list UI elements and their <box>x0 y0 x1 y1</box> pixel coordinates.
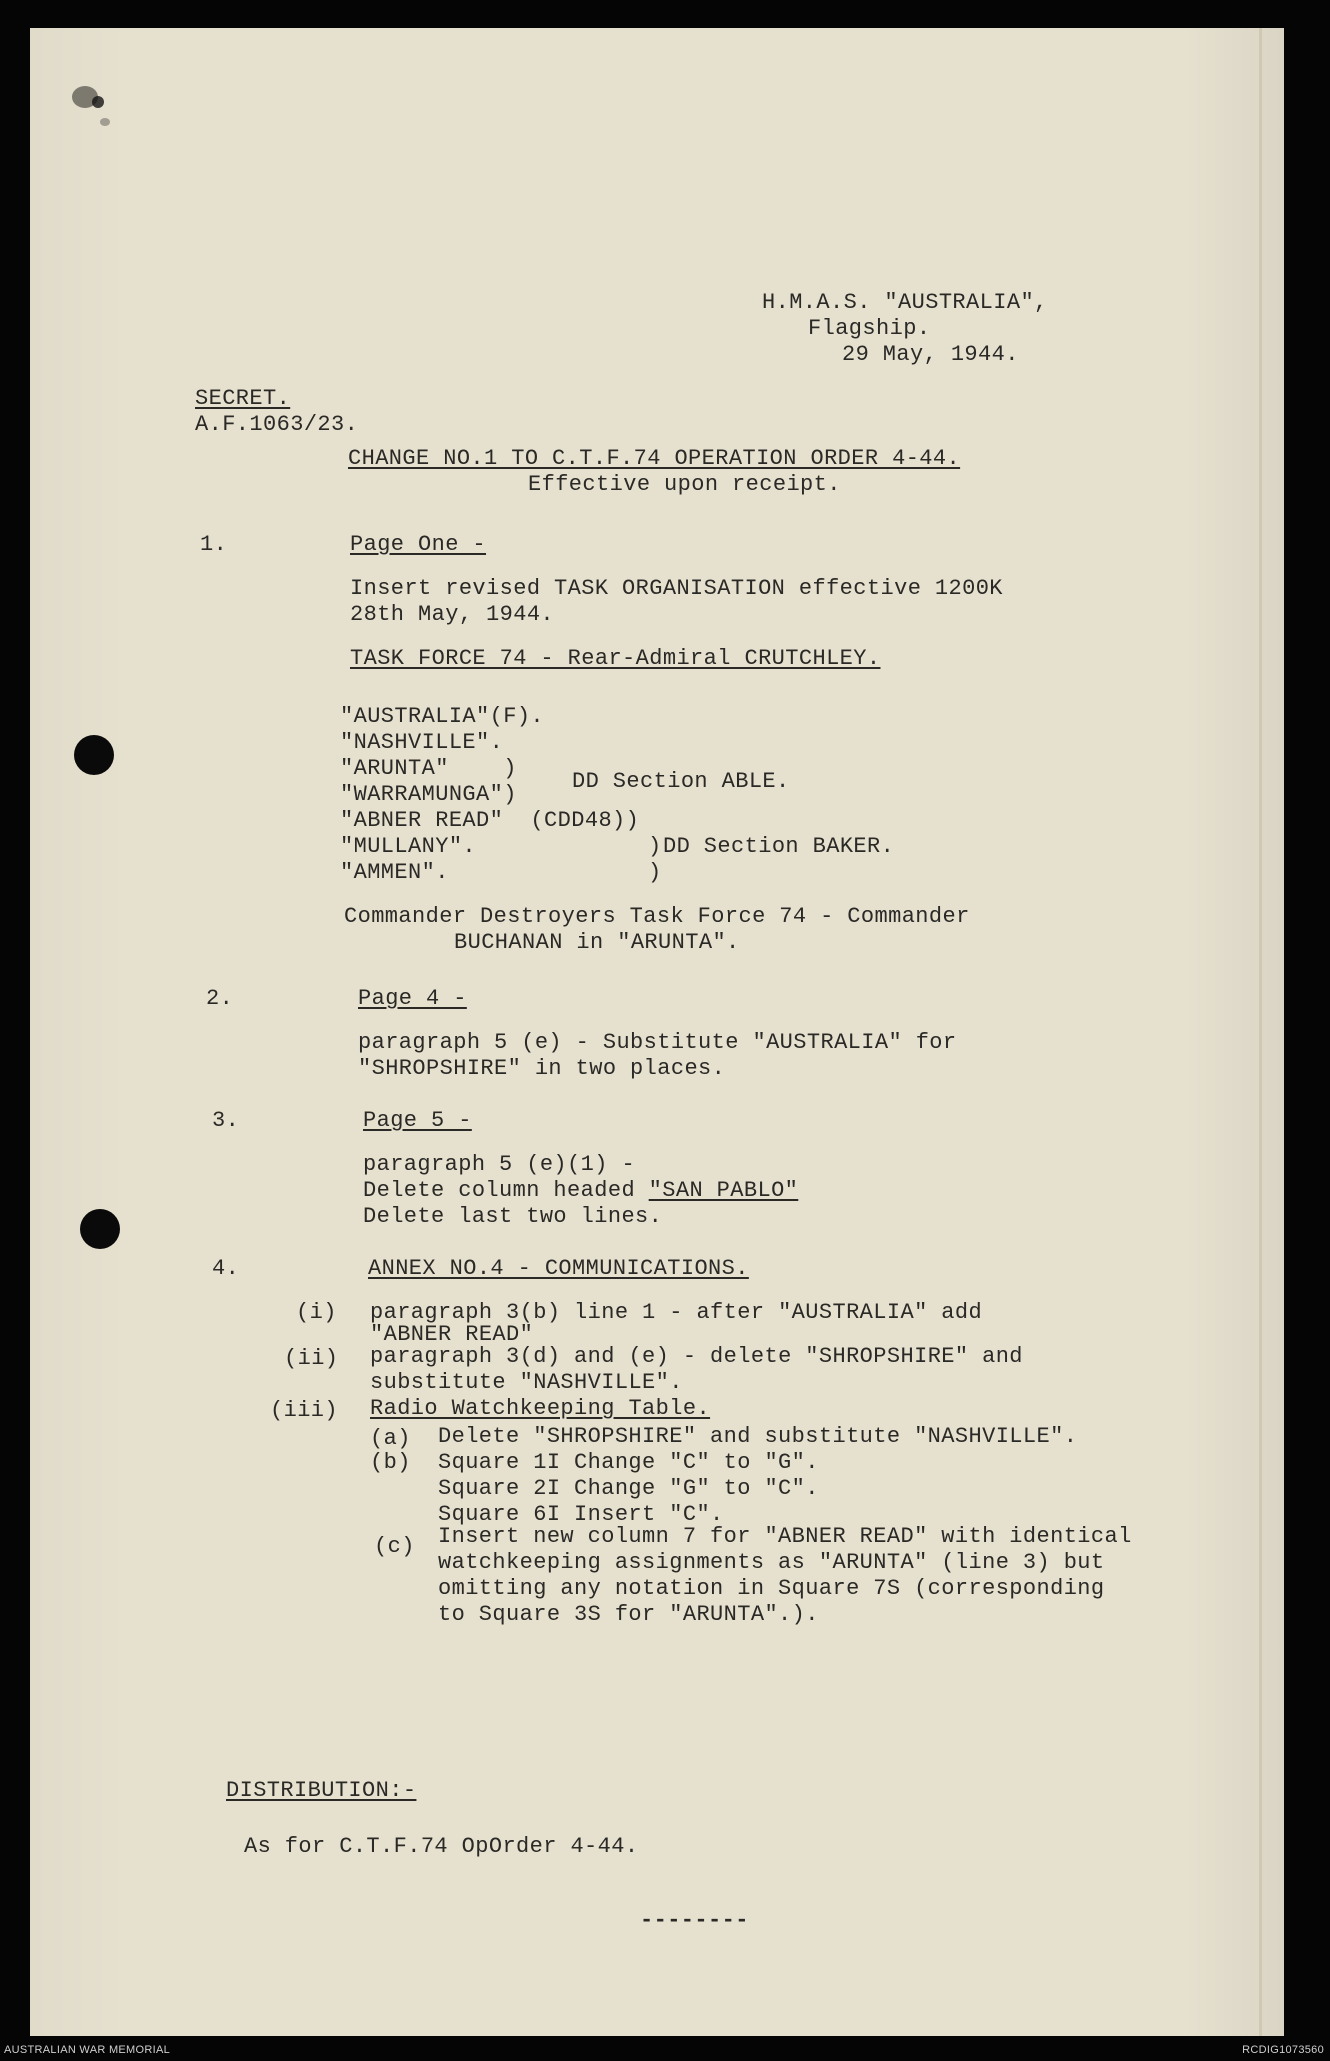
footer-record-id: RCDIG1073560 <box>1242 2044 1324 2056</box>
ink-smudge <box>100 118 110 126</box>
sub-c-line2: watchkeeping assignments as "ARUNTA" (line 3) but <box>438 1550 1105 1575</box>
reference-number: A.F.1063/23. <box>195 412 359 437</box>
ship-arunta: "ARUNTA" ) <box>340 756 517 781</box>
sub-ii-number: (ii) <box>284 1346 339 1371</box>
item-3-line2-text: Delete column headed <box>363 1178 649 1203</box>
ship-mullany: "MULLANY". <box>340 834 477 859</box>
item-2-line2: "SHROPSHIRE" in two places. <box>358 1056 726 1081</box>
sub-b-line3: Square 6I Insert "C". <box>438 1502 724 1527</box>
ship-abner-read: "ABNER READ" (CDD48)) <box>340 808 640 833</box>
ship-nashville: "NASHVILLE". <box>340 730 504 755</box>
sub-c-line1: Insert new column 7 for "ABNER READ" with identical <box>438 1524 1132 1549</box>
header-ship: H.M.A.S. "AUSTRALIA", <box>762 290 1048 315</box>
ink-smudge <box>92 96 104 108</box>
item-1-line1: Insert revised TASK ORGANISATION effective 1200K <box>350 576 1003 601</box>
distribution-text: As for C.T.F.74 OpOrder 4-44. <box>244 1834 639 1859</box>
effective-line: Effective upon receipt. <box>528 472 841 497</box>
sub-a-text: Delete "SHROPSHIRE" and substitute "NASHVILLE". <box>438 1424 1078 1449</box>
sub-b-number: (b) <box>370 1450 411 1475</box>
commander-line-2: BUCHANAN in "ARUNTA". <box>454 930 740 955</box>
sub-i-line2: "ABNER READ" <box>370 1322 534 1347</box>
sub-b-line1: Square 1I Change "C" to "G". <box>438 1450 819 1475</box>
sub-a-number: (a) <box>370 1426 411 1451</box>
ship-australia: "AUSTRALIA"(F). <box>340 704 545 729</box>
item-4-heading: ANNEX NO.4 - COMMUNICATIONS. <box>368 1256 749 1281</box>
distribution-heading: DISTRIBUTION:- <box>226 1778 417 1803</box>
item-3-heading: Page 5 - <box>363 1108 472 1133</box>
sub-ii-line1: paragraph 3(d) and (e) - delete "SHROPSHIRE" and <box>370 1344 1023 1369</box>
commander-line-1: Commander Destroyers Task Force 74 - Commander <box>344 904 970 929</box>
item-3-line3: Delete last two lines. <box>363 1204 663 1229</box>
item-3-line2 <box>363 1178 798 1204</box>
sub-b-line2: Square 2I Change "G" to "C". <box>438 1476 819 1501</box>
dd-section-able: DD Section ABLE. <box>572 769 790 794</box>
item-1-heading: Page One - <box>350 532 487 557</box>
item-number-1: 1. <box>200 532 228 557</box>
sub-ii-line2: substitute "NASHVILLE". <box>370 1370 683 1395</box>
item-3-line1: paragraph 5 (e)(1) - <box>363 1152 636 1177</box>
header-date: 29 May, 1944. <box>842 342 1019 367</box>
footer-archive-name: AUSTRALIAN WAR MEMORIAL <box>4 2044 171 2056</box>
sub-iii-number: (iii) <box>270 1398 339 1423</box>
brace-baker: ) <box>648 834 662 859</box>
radio-watchkeeping-heading: Radio Watchkeeping Table. <box>370 1396 711 1421</box>
secret-label: SECRET. <box>195 386 291 411</box>
item-number-4: 4. <box>212 1256 240 1281</box>
sub-c-number: (c) <box>374 1534 415 1559</box>
item-2-heading: Page 4 - <box>358 986 467 1011</box>
dd-section-baker: DD Section BAKER. <box>663 834 895 859</box>
sub-c-line3: omitting any notation in Square 7S (corresponding <box>438 1576 1105 1601</box>
item-1-line2: 28th May, 1944. <box>350 602 555 627</box>
sub-i-line1: paragraph 3(b) line 1 - after "AUSTRALIA" add <box>370 1300 983 1325</box>
sub-i-number: (i) <box>296 1300 337 1325</box>
item-number-3: 3. <box>212 1108 240 1133</box>
ship-ammen: "AMMEN". <box>340 860 449 885</box>
sub-c-line4: to Square 3S for "ARUNTA".). <box>438 1602 819 1627</box>
end-mark: -------- <box>640 1908 749 1933</box>
punch-hole-top <box>74 735 114 775</box>
ship-warramunga: "WARRAMUNGA") <box>340 782 517 807</box>
document-title: CHANGE NO.1 TO C.T.F.74 OPERATION ORDER 4-44. <box>348 446 961 471</box>
task-force-heading: TASK FORCE 74 - Rear-Admiral CRUTCHLEY. <box>350 646 881 671</box>
header-flagship: Flagship. <box>808 316 931 341</box>
document-page <box>30 28 1284 2036</box>
punch-hole-bottom <box>80 1209 120 1249</box>
item-2-line1: paragraph 5 (e) - Substitute "AUSTRALIA" for <box>358 1030 957 1055</box>
item-number-2: 2. <box>206 986 234 1011</box>
brace-baker: ) <box>648 860 662 885</box>
san-pablo-column: "SAN PABLO" <box>648 1178 799 1203</box>
page-edge <box>1259 28 1262 2036</box>
